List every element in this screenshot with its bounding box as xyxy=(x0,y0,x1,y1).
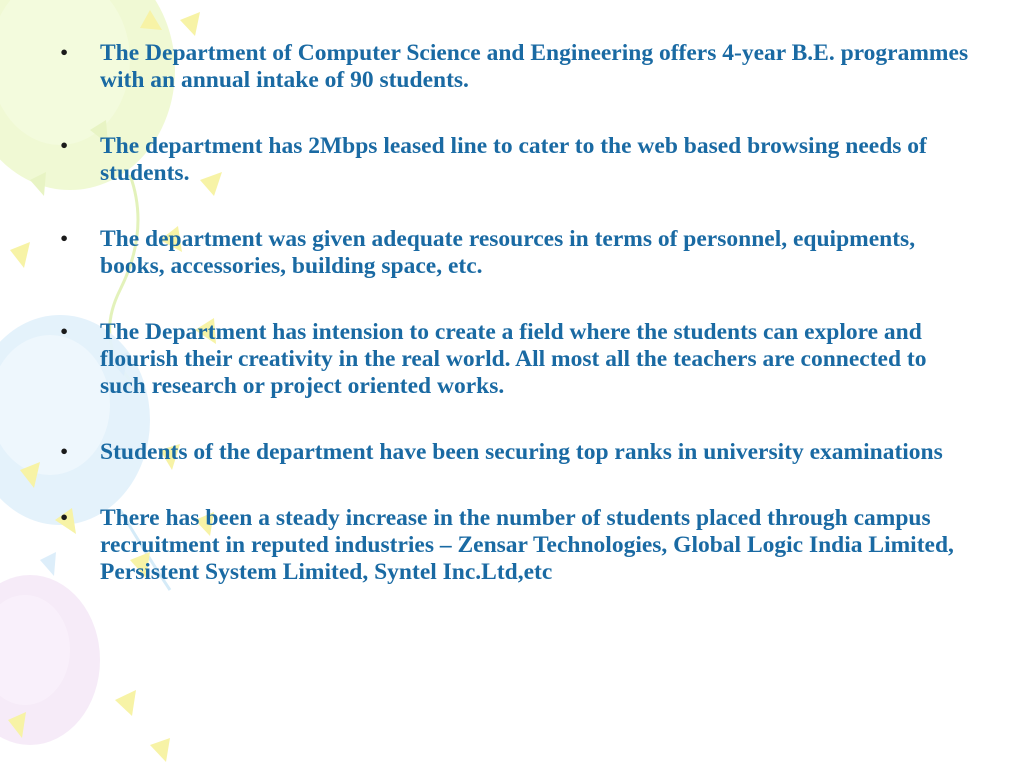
bullet-item xyxy=(56,40,976,94)
bullet-marker: • xyxy=(60,505,69,531)
bullet-item xyxy=(56,319,976,400)
bullet-marker: • xyxy=(60,439,69,465)
bullet-text: The Department of Computer Science and Engineering offers 4-year B.E. programmes with an annual intake of 90 students. xyxy=(100,40,969,93)
bullet-marker: • xyxy=(60,40,69,66)
bullet-item xyxy=(56,133,976,187)
bullet-item xyxy=(56,226,976,280)
bullet-marker: • xyxy=(60,319,69,345)
bullet-marker: • xyxy=(60,226,69,252)
bullet-item xyxy=(56,505,976,586)
bullet-marker: • xyxy=(60,133,69,159)
bullet-text: The department was given adequate resources in terms of personnel, equipments, books, accessories, building space, etc. xyxy=(100,226,916,279)
bullet-text: Students of the department have been securing top ranks in university examinations xyxy=(100,439,943,465)
bullet-text: The department has 2Mbps leased line to cater to the web based browsing needs of students. xyxy=(100,133,927,186)
bullet-list xyxy=(56,40,976,625)
bullet-text: The Department has intension to create a field where the students can explore and flourish their creativity in the real world. All most all the teachers are connected to such research or project oriented works. xyxy=(100,319,927,399)
bullet-text: There has been a steady increase in the number of students placed through campus recruitment in reputed industries – Zensar Technologies, Global Logic India Limited, Persistent System Limited, Syntel Inc.Ltd,etc xyxy=(100,505,954,585)
bullet-item xyxy=(56,439,976,466)
